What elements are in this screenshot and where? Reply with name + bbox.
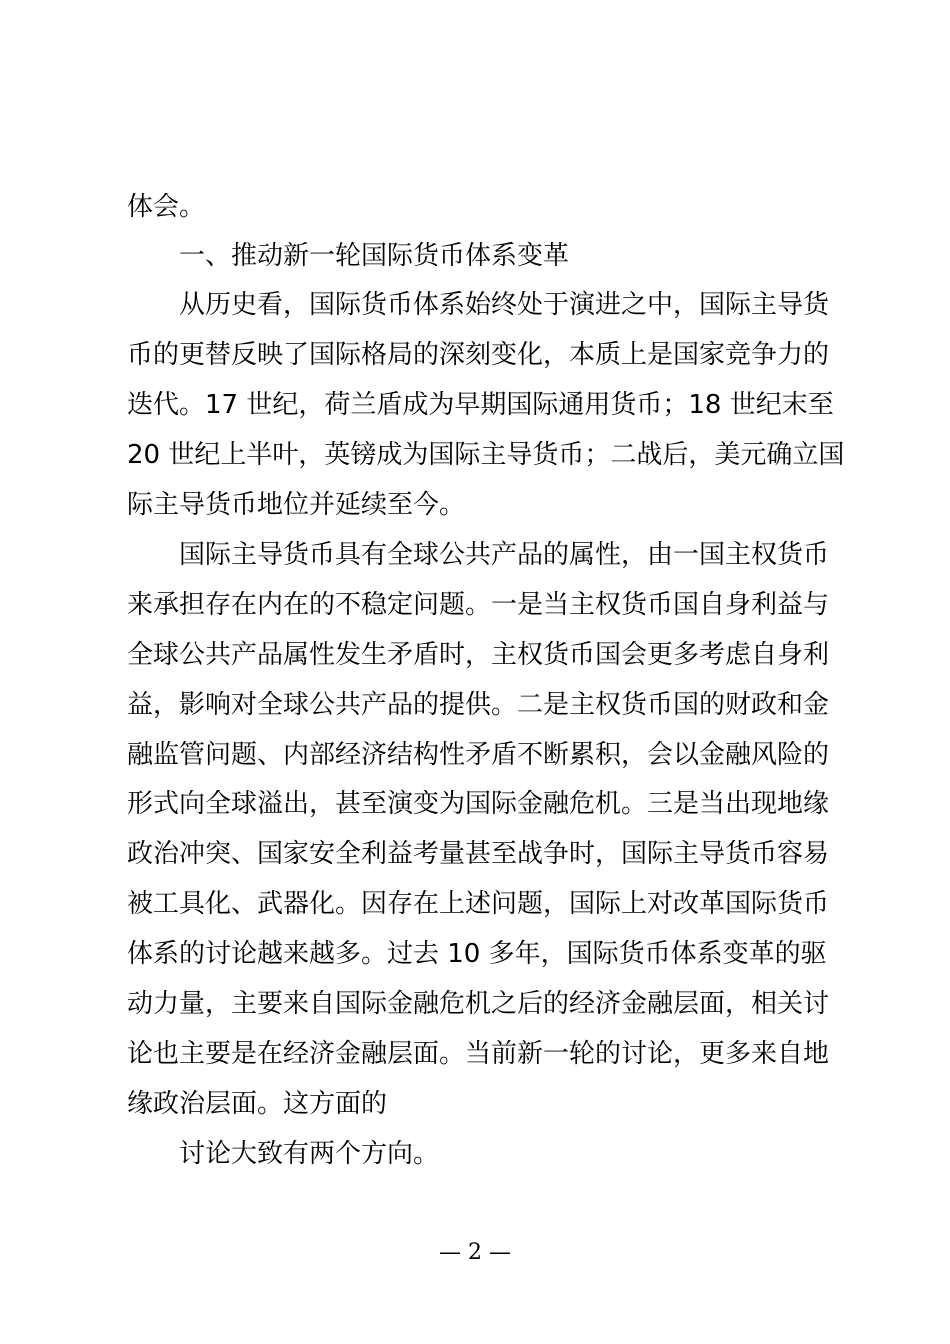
text-line: 币的更替反映了国际格局的深刻变化，本质上是国家竞争力的 (127, 340, 830, 370)
text-line: 动力量，主要来自国际金融危机之后的经济金融层面，相关讨 (127, 989, 830, 1019)
section-heading: 一、推动新一轮国际货币体系变革 (179, 241, 570, 271)
text-line: 来承担存在内在的不稳定问题。一是当主权货币国自身利益与 (127, 590, 830, 620)
text-line: 国际主导货币具有全球公共产品的属性，由一国主权货币 (179, 540, 830, 570)
text-line: 讨论大致有两个方向。 (179, 1139, 440, 1169)
text-line: 20 世纪上半叶，英镑成为国际主导货币；二战后，美元确立国 (127, 440, 845, 470)
text-line: 体系的讨论越来越多。过去 10 多年，国际货币体系变革的驱 (127, 939, 827, 969)
text-line: 被工具化、武器化。因存在上述问题，国际上对改革国际货币 (127, 889, 830, 919)
text-line: 益，影响对全球公共产品的提供。二是主权货币国的财政和金 (127, 690, 830, 720)
page-number: — 2 — (439, 1240, 511, 1265)
text-line: 体会。 (127, 192, 206, 222)
text-line: 全球公共产品属性发生矛盾时，主权货币国会更多考虑自身利 (127, 640, 830, 670)
text-line: 从历史看，国际货币体系始终处于演进之中，国际主导货 (179, 290, 830, 320)
text-line: 政治冲突、国家安全利益考量甚至战争时，国际主导货币容易 (127, 839, 830, 869)
text-line: 缘政治层面。这方面的 (127, 1089, 388, 1119)
text-line: 融监管问题、内部经济结构性矛盾不断累积，会以金融风险的 (127, 740, 830, 770)
text-line: 论也主要是在经济金融层面。当前新一轮的讨论，更多来自地 (127, 1039, 830, 1069)
text-line: 际主导货币地位并延续至今。 (127, 490, 466, 520)
text-line: 迭代。17 世纪，荷兰盾成为早期国际通用货币；18 世纪末至 (127, 390, 834, 420)
text-line: 形式向全球溢出，甚至演变为国际金融危机。三是当出现地缘 (127, 789, 830, 819)
